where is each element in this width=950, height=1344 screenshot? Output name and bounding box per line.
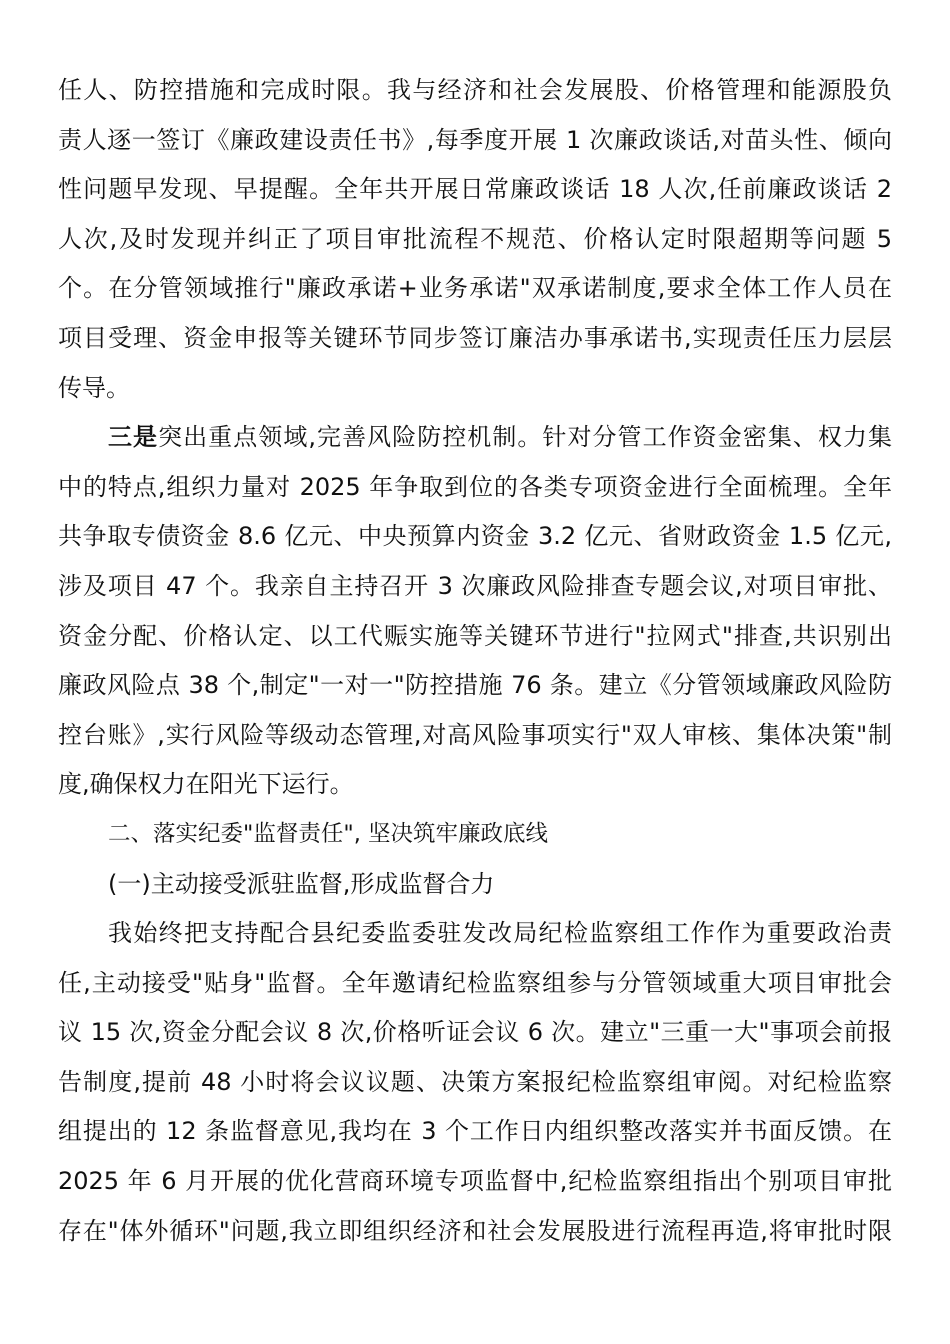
- text-line: 共争取专债资金 8.6 亿元、中央预算内资金 3.2 亿元、省财政资金 1.5 亿元,: [58, 522, 892, 551]
- text-line: 项目受理、资金申报等关键环节同步签订廉洁办事承诺书,实现责任压力层层: [58, 323, 892, 352]
- text-line: 中的特点,组织力量对 2025 年争取到位的各类专项资金进行全面梳理。全年: [58, 472, 892, 501]
- text-line: 资金分配、价格认定、以工代赈实施等关键环节进行"拉网式"排查,共识别出: [58, 621, 892, 650]
- text-line: 廉政风险点 38 个,制定"一对一"防控措施 76 条。建立《分管领域廉政风险防: [58, 671, 892, 700]
- text-line: 存在"体外循环"问题,我立即组织经济和社会发展股进行流程再造,将审批时限: [58, 1216, 892, 1245]
- text-line-content: 突出重点领域,完善风险防控机制。针对分管工作资金密集、权力集: [158, 423, 892, 452]
- text-line: 控台账》,实行风险等级动态管理,对高风险事项实行"双人审核、集体决策"制: [58, 720, 892, 749]
- text-line: 度,确保权力在阳光下运行。: [58, 770, 354, 799]
- text-line: 涉及项目 47 个。我亲自主持召开 3 次廉政风险排查专题会议,对项目审批、: [58, 571, 892, 600]
- document-page: [58, 66, 892, 1256]
- text-line: 人次,及时发现并纠正了项目审批流程不规范、价格认定时限超期等问题 5: [58, 224, 892, 253]
- text-line: 任人、防控措施和完成时限。我与经济和社会发展股、价格管理和能源股负: [58, 76, 892, 104]
- text-line: 告制度,提前 48 小时将会议议题、决策方案报纪检监察组审阅。对纪检监察: [58, 1067, 892, 1096]
- text-line: 个。在分管领域推行"廉政承诺+业务承诺"双承诺制度,要求全体工作人员在: [58, 274, 892, 303]
- text-line: 传导。: [58, 373, 130, 402]
- text-line-first: [58, 413, 892, 463]
- text-line-first: 我始终把支持配合县纪委监委驻发改局纪检监察组工作作为重要政治责: [108, 919, 892, 948]
- text-line: 2025 年 6 月开展的优化营商环境专项监督中,纪检监察组指出个别项目审批: [58, 1167, 892, 1196]
- subsection-heading: (一)主动接受派驻监督,形成监督合力: [108, 869, 495, 898]
- text-line: 议 15 次,资金分配会议 8 次,价格听证会议 6 次。建立"三重一大"事项会前报: [58, 1018, 892, 1047]
- text-line: 组提出的 12 条监督意见,我均在 3 个工作日内组织整改落实并书面反馈。在: [58, 1117, 892, 1146]
- section-heading: 二、落实纪委"监督责任", 坚决筑牢廉政底线: [108, 820, 549, 847]
- text-line: 任,主动接受"贴身"监督。全年邀请纪检监察组参与分管领域重大项目审批会: [58, 968, 892, 997]
- paragraph-risk-control: [58, 413, 892, 810]
- text-line: 责人逐一签订《廉政建设责任书》,每季度开展 1 次廉政谈话,对苗头性、倾向: [58, 125, 892, 154]
- paragraph-lead-bold: 三是: [108, 423, 159, 452]
- paragraph-supervision: [58, 909, 892, 1256]
- text-line: 性问题早发现、早提醒。全年共开展日常廉政谈话 18 人次,任前廉政谈话 2: [58, 175, 892, 204]
- paragraph-responsibility-chain: [58, 66, 892, 413]
